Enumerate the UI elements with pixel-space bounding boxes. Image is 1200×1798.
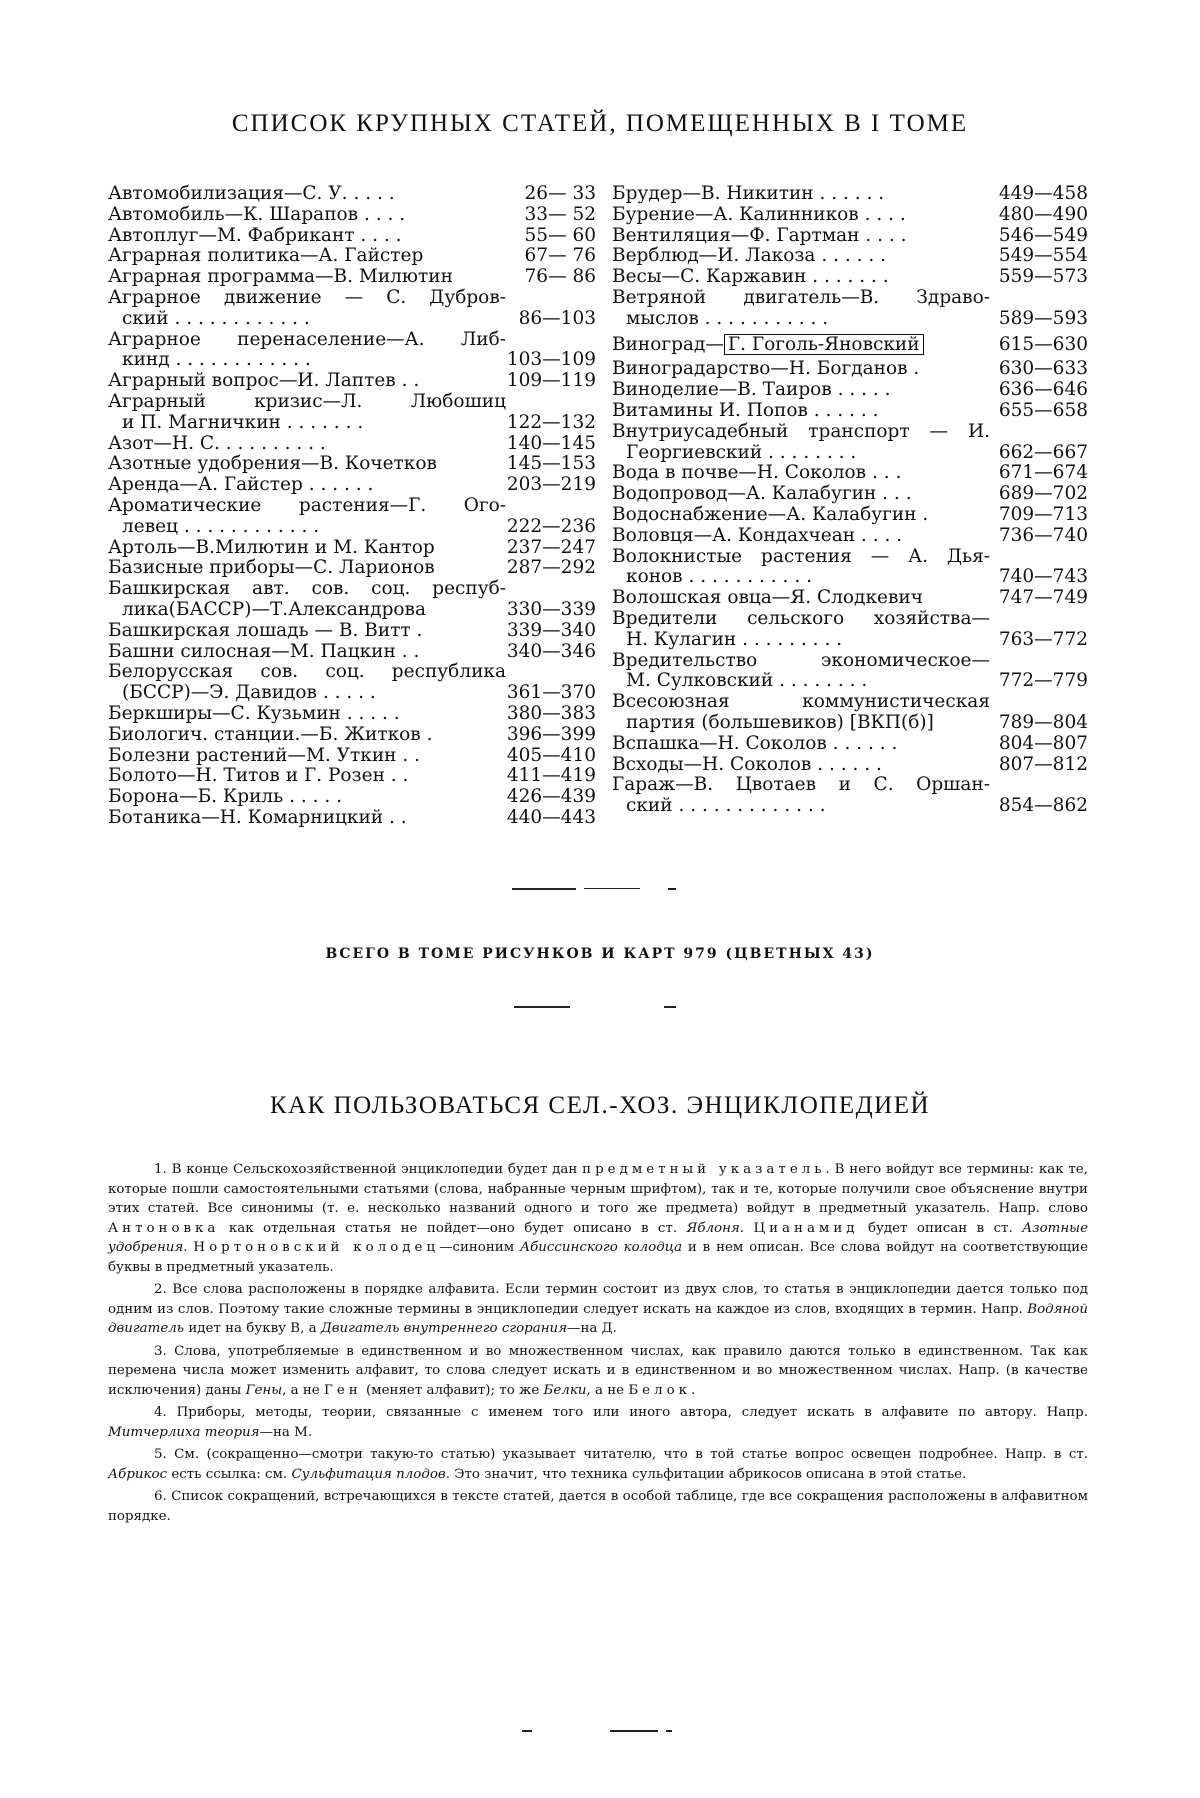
- page-range: 655—658: [998, 399, 1088, 421]
- article-title-line: ский . . . . . . . . . . . .: [122, 307, 310, 329]
- article-title-line: лика(БАССР)—Т.Александрова: [122, 598, 427, 620]
- article-title: [108, 496, 506, 538]
- article-title-line: Вода в почве—Н. Соколов . . .: [612, 462, 902, 484]
- article-title: [612, 609, 990, 651]
- usage-rule-text: 6. Список сокращений, встречающихся в тексте статей, дается в особой таблице, где все сокращения расположены в алфавитном порядке.: [108, 1489, 1088, 1524]
- article-title-line: Гараж—В. Цвотаев и С. Оршан-: [612, 774, 990, 796]
- usage-rule-text: Митчерлиха теория: [108, 1424, 260, 1440]
- article-title: [612, 288, 990, 330]
- page-range: 559—573: [998, 266, 1088, 288]
- article-title: [108, 787, 506, 808]
- article-title: [108, 184, 506, 205]
- article-entry: [108, 558, 596, 579]
- article-title-line: М. Сулковский . . . . . . . .: [626, 670, 868, 692]
- usage-rule-text: Белки: [543, 1382, 587, 1398]
- article-title-line: Белорусская сов. соц. республика: [108, 661, 506, 683]
- article-title: [612, 359, 990, 380]
- article-entry: [612, 184, 1088, 205]
- article-entry: [612, 755, 1088, 776]
- article-title-line: и П. Магничкин . . . . . . .: [122, 411, 364, 433]
- article-title-line: Артоль—В.Милютин и М. Кантор: [108, 536, 435, 558]
- usage-rule-text: 2. Все слова расположены в порядке алфавита. Если термин состоит из двух слов, то статья в энциклопедии дается только под одним из слов. Поэтому такие сложные термины в энциклопедии следует искать на каждое из слов, входящих в термин. Напр.: [108, 1282, 1088, 1317]
- article-title: [108, 579, 506, 621]
- usage-rule-text: как отдельная статья не пойдет—оно будет описано в ст.: [219, 1220, 687, 1236]
- article-title-line: Вредительство экономическое—: [612, 649, 990, 671]
- article-title-line: Болезни растений—М. Уткин . .: [108, 744, 421, 766]
- usage-rules: [108, 1160, 1088, 1529]
- page-range: 449—458: [998, 183, 1088, 204]
- usage-rule-text: . Это значит, что техника сульфитации абрикосов описана в этой статье.: [445, 1466, 967, 1482]
- article-title: [108, 246, 506, 267]
- article-title-line: Н. Кулагин . . . . . . . . .: [626, 628, 843, 650]
- article-title: [612, 463, 990, 484]
- page-range: 287—292: [506, 557, 596, 579]
- article-title-line: кинд . . . . . . . . . . . .: [122, 349, 311, 371]
- usage-rule-text: 4. Приборы, методы, теории, связанные с именем того или иного автора, следует искать в алфавите по автору. Напр.: [154, 1405, 1088, 1420]
- article-title: [108, 766, 506, 787]
- usage-rule-text: Двигатель внутреннего сгорания: [320, 1321, 568, 1336]
- article-title: [108, 621, 506, 642]
- divider-dash: [664, 1006, 676, 1008]
- article-title: [612, 422, 990, 464]
- usage-rule-text: .: [691, 1382, 696, 1398]
- illustrations-total: ВСЕГО В ТОМЕ РИСУНКОВ И КАРТ 979 (ЦВЕТНЫХ 43): [325, 946, 875, 962]
- page-range: 480—490: [998, 203, 1088, 225]
- article-title-line: мыслов . . . . . . . . . . .: [626, 307, 829, 329]
- article-title-line: Ароматические растения—Г. Ого-: [108, 494, 506, 516]
- usage-rule-text: . В него войдут все термины: как те, которые пошли самостоятельными статьями (слова, набранные черным шрифтом), так и те, которые получили свое объяснение внутри этих статей. Все синонимы (т. е. несколько названий одного и того же предмета) войдут в предметный указатель. Напр. слово: [108, 1162, 1088, 1216]
- usage-rule-text: (меняет алфавит); то же: [361, 1382, 544, 1398]
- usage-rule-text: Белок: [628, 1382, 692, 1398]
- article-title: [108, 267, 506, 288]
- article-title: [108, 475, 506, 496]
- usage-rule-text: 1. В конце Сельскохозяйственной энциклопедии будет дан: [154, 1162, 583, 1177]
- article-entry: [108, 267, 596, 288]
- article-entry: [612, 288, 1088, 330]
- article-title-line: Башни силосная—М. Пацкин . .: [108, 640, 420, 662]
- page-range: 109—119: [506, 370, 596, 392]
- highlighted-author: Г. Гоголь-Яновский: [724, 334, 924, 355]
- page-range: 339—340: [506, 619, 596, 641]
- article-title: [612, 484, 990, 505]
- page-range: 789—804: [998, 711, 1088, 733]
- divider-dash: [668, 888, 676, 890]
- article-title-line: Водоснабжение—А. Калабугин .: [612, 503, 929, 525]
- article-entry: [612, 267, 1088, 288]
- article-title: [612, 334, 990, 356]
- usage-rule: [108, 1403, 1088, 1442]
- page-range: 709—713: [998, 503, 1088, 525]
- article-title: [108, 205, 506, 226]
- page-range: 763—772: [998, 628, 1088, 650]
- article-title: [108, 538, 506, 559]
- article-entry: [108, 434, 596, 455]
- article-title-prefix: Виноград—: [612, 333, 724, 355]
- article-entry: [108, 579, 596, 621]
- article-entry: [612, 359, 1088, 380]
- article-entry: [108, 246, 596, 267]
- article-title-line: конов . . . . . . . . . . .: [626, 566, 812, 588]
- usage-rule-text: —на М.: [259, 1424, 313, 1440]
- article-entry: [108, 766, 596, 787]
- article-entry: [612, 505, 1088, 526]
- page-range: 145—153: [506, 453, 596, 475]
- article-entry: [612, 526, 1088, 547]
- page-range: 203—219: [506, 474, 596, 496]
- page-range: 689—702: [998, 483, 1088, 505]
- page-range: 854—862: [998, 795, 1088, 817]
- article-title: [612, 734, 990, 755]
- article-entry: [108, 392, 596, 434]
- page-range: 55— 60: [524, 224, 596, 246]
- usage-rule-text: Ген: [323, 1382, 362, 1398]
- article-title-line: Волошская овца—Я. Слодкевич: [612, 587, 923, 609]
- usage-title: КАК ПОЛЬЗОВАТЬСЯ СЕЛ.-ХОЗ. ЭНЦИКЛОПЕДИЕЙ: [269, 1092, 931, 1119]
- usage-rule: [108, 1160, 1088, 1277]
- article-title-line: Воловця—А. Кондахчеан . . . .: [612, 524, 903, 546]
- article-entry: [612, 734, 1088, 755]
- article-title: [108, 558, 506, 579]
- article-title: [108, 371, 506, 392]
- article-entry: [108, 330, 596, 372]
- article-title-line: Внутриусадебный транспорт — И.: [612, 420, 990, 442]
- article-title: [612, 205, 990, 226]
- article-entry: [108, 184, 596, 205]
- article-title-line: Азот—Н. С. . . . . . . . . .: [108, 432, 326, 454]
- article-entry: [612, 547, 1088, 589]
- usage-rule-text: , а не: [586, 1382, 629, 1398]
- page-range: 426—439: [506, 786, 596, 808]
- article-title: [108, 434, 506, 455]
- page-range: 76— 86: [524, 266, 596, 288]
- article-title: [612, 526, 990, 547]
- page-range: 122—132: [506, 411, 596, 433]
- page-range: 340—346: [506, 640, 596, 662]
- usage-rule: [108, 1342, 1088, 1401]
- article-title-line: Витамины И. Попов . . . . . .: [612, 399, 879, 421]
- article-title: [612, 588, 990, 609]
- article-title: [612, 505, 990, 526]
- article-title-line: Ботаника—Н. Комарницкий . .: [108, 806, 407, 828]
- articles-list-title: СПИСОК КРУПНЫХ СТАТЕЙ, ПОМЕЩЕННЫХ В I ТОМЕ: [231, 110, 969, 137]
- article-title: [108, 662, 506, 704]
- article-title-line: Аграрный вопрос—И. Лаптев . .: [108, 370, 420, 392]
- usage-rule-text: будет описан в ст.: [858, 1220, 1023, 1236]
- article-title-line: Башкирская лошадь — В. Витт .: [108, 619, 423, 641]
- article-title: [612, 651, 990, 693]
- article-title-line: Биологич. станции.—Б. Житков .: [108, 723, 433, 745]
- article-title: [108, 642, 506, 663]
- page-range: 807—812: [998, 753, 1088, 775]
- article-entry: [108, 454, 596, 475]
- usage-rule-text: Гены: [245, 1382, 283, 1398]
- page-range: 86—103: [518, 307, 596, 329]
- divider-dash: [512, 888, 576, 890]
- article-entry: [612, 380, 1088, 401]
- article-title: [612, 547, 990, 589]
- article-title-line: Базисные приборы—С. Ларионов: [108, 557, 435, 579]
- page-range: 772—779: [998, 670, 1088, 692]
- article-entry: [612, 463, 1088, 484]
- page-range: 330—339: [506, 598, 596, 620]
- article-title: [612, 401, 990, 422]
- article-title-line: Аграрный кризис—Л. Любошиц: [108, 390, 506, 412]
- page-range: 67— 76: [524, 245, 596, 267]
- article-entry: [108, 205, 596, 226]
- article-title: [108, 704, 506, 725]
- usage-rule: [108, 1280, 1088, 1339]
- page-range: 546—549: [998, 224, 1088, 246]
- article-title-line: Автоплуг—М. Фабрикант . . . .: [108, 224, 402, 246]
- article-entry: [612, 246, 1088, 267]
- page-range: 549—554: [998, 245, 1088, 267]
- article-title-line: Болото—Н. Титов и Г. Розен . .: [108, 765, 409, 787]
- article-title: [612, 246, 990, 267]
- article-title-line: Башкирская авт. сов. соц. респуб-: [108, 578, 506, 600]
- article-entry: [108, 662, 596, 704]
- article-entry: [108, 475, 596, 496]
- article-title-line: Автомобилизация—С. У. . . . .: [108, 183, 395, 204]
- article-title-line: Георгиевский . . . . . . . .: [626, 441, 857, 463]
- page-range: 636—646: [998, 379, 1088, 401]
- usage-rule-text: 5. См. (сокращенно—смотри такую-то статью) указывает читателю, что в той статье вопрос освещен подробнее. Напр. в ст.: [154, 1447, 1088, 1462]
- article-entry: [108, 621, 596, 642]
- article-title-line: Аграрное движение — С. Дубров-: [108, 286, 506, 308]
- article-entry: [612, 422, 1088, 464]
- article-entry: [108, 371, 596, 392]
- article-title-line: Всходы—Н. Соколов . . . . . .: [612, 753, 882, 775]
- page-range: 671—674: [998, 462, 1088, 484]
- page-range: 33— 52: [524, 203, 596, 225]
- article-title-line: Аренда—А. Гайстер . . . . . .: [108, 474, 374, 496]
- divider-dash: [666, 1730, 672, 1732]
- page-range: 26— 33: [524, 183, 596, 204]
- article-title-line: Бурение—А. Калинников . . . .: [612, 203, 906, 225]
- article-title-line: Борона—Б. Криль . . . . .: [108, 786, 343, 808]
- articles-column-left: [108, 184, 596, 829]
- page-range: 630—633: [998, 358, 1088, 380]
- article-entry: [108, 496, 596, 538]
- page-range: 804—807: [998, 732, 1088, 754]
- article-title: [612, 755, 990, 776]
- article-title-line: Вредители сельского хозяйства—: [612, 607, 990, 629]
- article-entry: [612, 484, 1088, 505]
- article-title-line: Верблюд—И. Лакоза . . . . . .: [612, 245, 887, 267]
- article-entry: [612, 226, 1088, 247]
- article-entry: [108, 787, 596, 808]
- article-title-line: Аграрная программа—В. Милютин: [108, 266, 453, 288]
- article-title-line: Волокнистые растения — А. Дья-: [612, 545, 990, 567]
- page-range: 662—667: [998, 441, 1088, 463]
- article-entry: [108, 725, 596, 746]
- usage-rule-text: Азотные удобрения: [108, 1220, 1088, 1255]
- article-title: [612, 226, 990, 247]
- article-title-line: Беркширы—С. Кузьмин . . . . .: [108, 702, 400, 724]
- article-entry: [612, 609, 1088, 651]
- usage-rule-text: и в нем описан. Все слова войдут на соответствующие буквы в предметный указатель.: [108, 1240, 1088, 1275]
- usage-rule-text: Цианамид: [753, 1220, 859, 1236]
- page-range: 237—247: [506, 536, 596, 558]
- article-title-line: Виноделие—В. Таиров . . . . .: [612, 379, 891, 401]
- usage-rule-text: 3. Слова, употребляемые в единственном и во множественном числах, как правило даются только в единственном. Так как перемена числа может изменить алфавит, то слова следует искать и в единственном и во множественном числах. Напр. (в качестве исключения) даны: [108, 1343, 1088, 1398]
- article-entry: [612, 401, 1088, 422]
- page-range: 747—749: [998, 587, 1088, 609]
- article-title: [108, 330, 506, 372]
- article-title-line: левец . . . . . . . . . . . .: [122, 515, 320, 537]
- article-title: [108, 226, 506, 247]
- article-title-line: Автомобиль—К. Шарапов . . . .: [108, 203, 406, 225]
- divider-dash: [610, 1730, 658, 1732]
- usage-rule-text: .: [739, 1220, 754, 1236]
- article-title: [612, 775, 990, 817]
- divider-dash: [514, 1006, 570, 1008]
- page-range: 440—443: [506, 806, 596, 828]
- article-title-line: Аграрная политика—А. Гайстер: [108, 245, 424, 267]
- article-entry: [612, 775, 1088, 817]
- page-range: 736—740: [998, 524, 1088, 546]
- page-range: 411—419: [506, 765, 596, 787]
- usage-rule-text: , а не: [282, 1382, 324, 1398]
- page-range: 589—593: [998, 307, 1088, 329]
- article-title-line: Водопровод—А. Калабугин . . .: [612, 483, 912, 505]
- article-title-line: Аграрное перенаселение—А. Либ-: [108, 328, 506, 350]
- article-title-line: (БССР)—Э. Давидов . . . . .: [122, 682, 376, 704]
- article-title: [108, 808, 506, 829]
- page-range: 405—410: [506, 744, 596, 766]
- article-title: [612, 267, 990, 288]
- article-title-line: Вентиляция—Ф. Гартман . . . .: [612, 224, 907, 246]
- article-title-line: Азотные удобрения—В. Кочетков: [108, 453, 437, 475]
- article-title-line: Брудер—В. Никитин . . . . . .: [612, 183, 885, 204]
- article-title: [108, 725, 506, 746]
- usage-rule: [108, 1445, 1088, 1484]
- usage-rule-text: идет на букву В, а: [184, 1321, 321, 1336]
- article-entry: [612, 651, 1088, 693]
- divider-dash: [584, 888, 640, 889]
- usage-rule-text: есть ссылка: см.: [167, 1466, 292, 1482]
- article-title-line: Вспашка—Н. Соколов . . . . . .: [612, 732, 898, 754]
- article-title-line: ский . . . . . . . . . . . . .: [626, 795, 826, 817]
- article-entry: [108, 538, 596, 559]
- usage-rule-text: Антоновка: [108, 1220, 220, 1236]
- article-entry: [612, 588, 1088, 609]
- article-entry: [108, 704, 596, 725]
- page-range: 222—236: [506, 515, 596, 537]
- divider-dash: [522, 1730, 532, 1732]
- usage-rule-text: Яблоня: [686, 1220, 740, 1236]
- article-title: [612, 380, 990, 401]
- article-title: [108, 288, 506, 330]
- usage-rule-text: —на Д.: [567, 1321, 617, 1336]
- usage-rule-text: —синоним: [439, 1240, 520, 1255]
- page-range: 740—743: [998, 566, 1088, 588]
- usage-rule-text: предметный указатель: [582, 1162, 826, 1177]
- article-entry: [108, 288, 596, 330]
- article-title-line: Весы—С. Каржавин . . . . . . .: [612, 266, 889, 288]
- page-range: 396—399: [506, 723, 596, 745]
- article-entry: [108, 808, 596, 829]
- article-title: [108, 392, 506, 434]
- usage-rule-text: Водяной двигатель: [108, 1301, 1088, 1336]
- article-entry: [612, 692, 1088, 734]
- article-title-line: партия (большевиков) [ВКП(б)]: [626, 711, 934, 733]
- page-range: 103—109: [506, 349, 596, 371]
- usage-rule-text: Абрикос: [108, 1466, 168, 1482]
- article-entry: [612, 334, 1088, 356]
- article-title: [108, 454, 506, 475]
- usage-rule-text: Абиссинского колодца: [519, 1240, 683, 1255]
- page-range: 380—383: [506, 702, 596, 724]
- usage-rule: [108, 1487, 1088, 1526]
- usage-rule-text: .: [183, 1240, 194, 1255]
- page-range: 615—630: [998, 333, 1088, 355]
- article-entry: [108, 226, 596, 247]
- article-title: [108, 746, 506, 767]
- article-title-line: Ветряной двигатель—В. Здраво-: [612, 286, 990, 308]
- usage-rule-text: Сульфитация плодов: [291, 1466, 446, 1482]
- article-title: [612, 184, 990, 205]
- article-title-line: Виноградарство—Н. Богданов .: [612, 358, 920, 380]
- article-entry: [108, 746, 596, 767]
- usage-rule-text: Нортоновский колодец: [193, 1240, 440, 1255]
- article-entry: [612, 205, 1088, 226]
- article-title-line: Всесоюзная коммунистическая: [612, 691, 990, 713]
- articles-column-right: [612, 184, 1088, 817]
- article-title: [612, 692, 990, 734]
- page-range: 140—145: [506, 432, 596, 454]
- article-entry: [108, 642, 596, 663]
- page-range: 361—370: [506, 682, 596, 704]
